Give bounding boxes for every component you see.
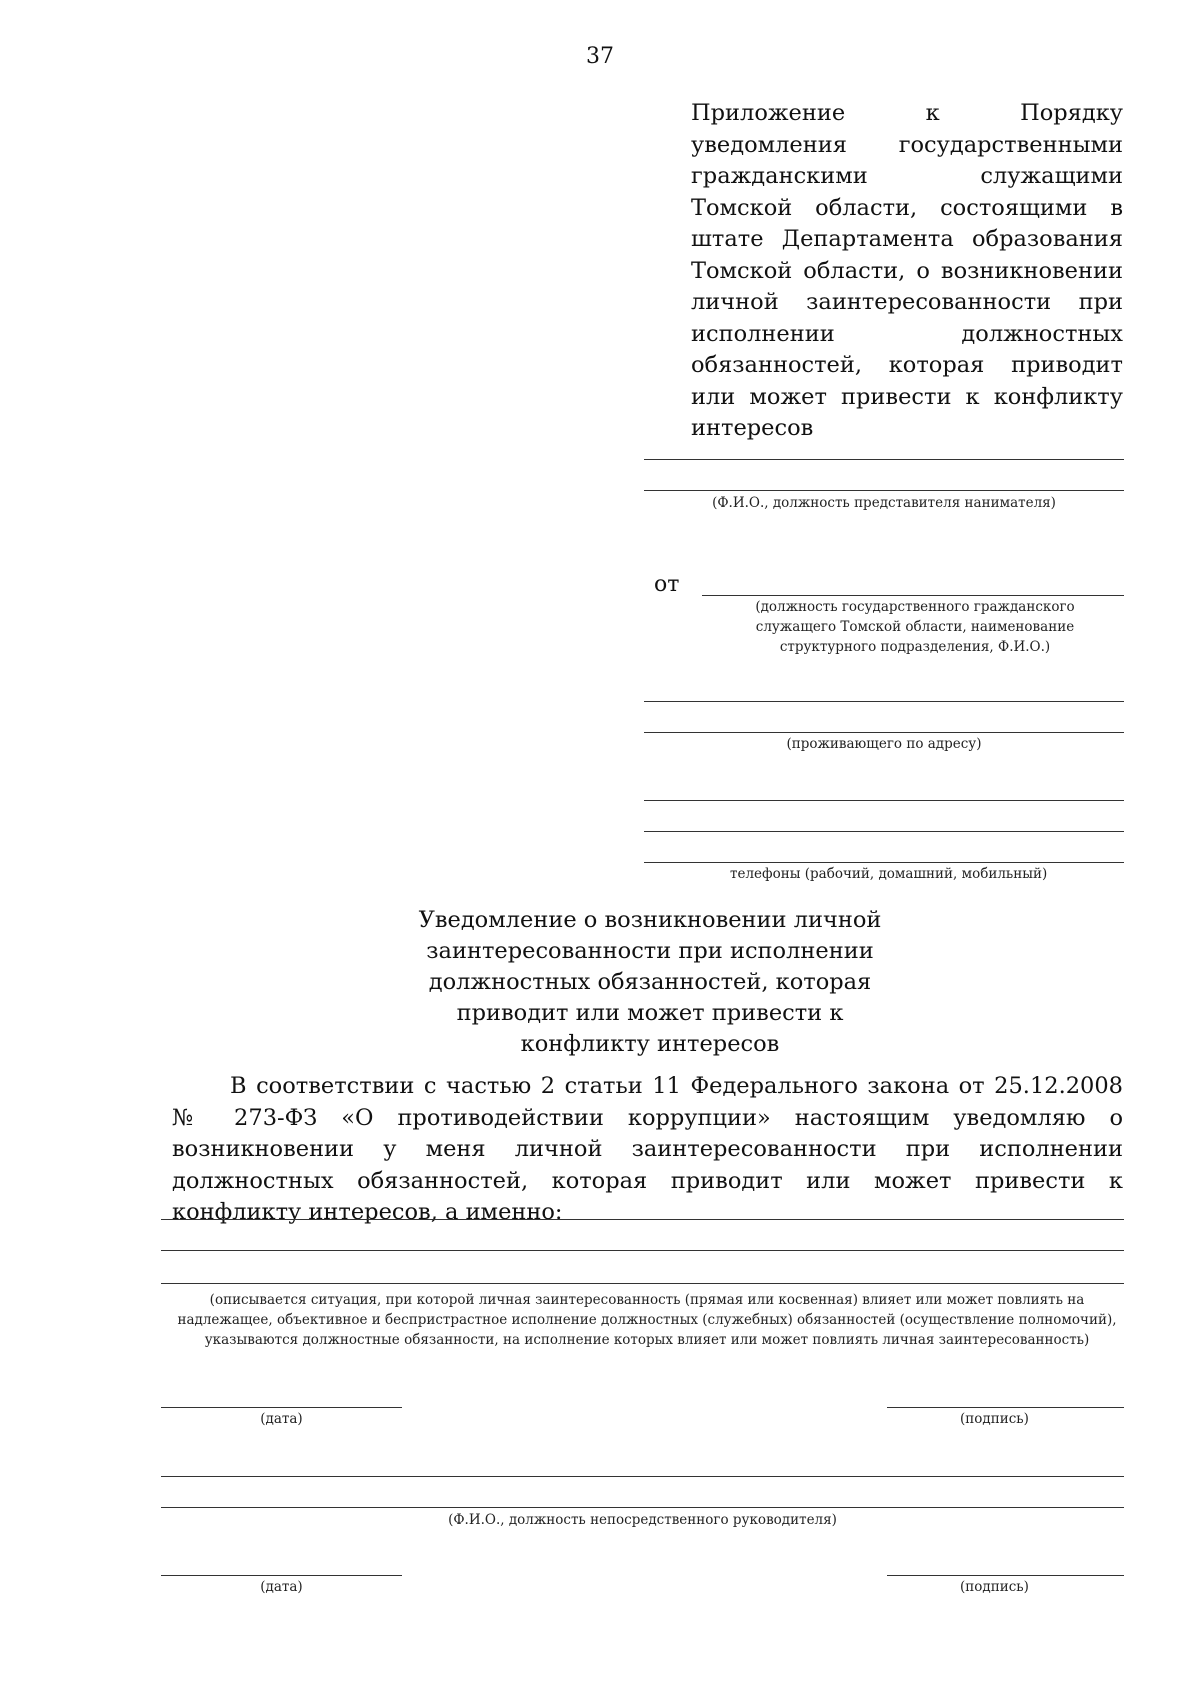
- employer-field-line-2[interactable]: [644, 490, 1124, 491]
- date-field-line-1[interactable]: [161, 1407, 402, 1408]
- signature-caption-1: (подпись): [960, 1411, 1029, 1427]
- situation-caption: (описывается ситуация, при которой личная заинтересованность (прямая или косвенная) влияет или может повлиять на надлежащее, объективное и беспристрастное исполнение должностных (служебных) обязанностей (осуществление полномочий), указываются должностные обязанности, на исполнение которых влияет или может повлиять личная заинтересованность): [177, 1292, 1117, 1348]
- signature-field-line-2[interactable]: [887, 1575, 1124, 1576]
- signature-caption-2: (подпись): [960, 1579, 1029, 1595]
- phones-caption: телефоны (рабочий, домашний, мобильный): [730, 866, 1048, 882]
- phones-field-line-1[interactable]: [644, 800, 1124, 801]
- employer-field-line-1[interactable]: [644, 459, 1124, 460]
- page-number: 37: [586, 44, 614, 69]
- phones-field-line-3[interactable]: [644, 862, 1124, 863]
- situation-field-line-2[interactable]: [161, 1250, 1124, 1251]
- situation-field-line-3[interactable]: [161, 1283, 1124, 1284]
- supervisor-caption: (Ф.И.О., должность непосредственного руководителя): [448, 1512, 837, 1528]
- notice-title: Уведомление о возникновении личной заинтересованности при исполнении должностных обязанностей, которая приводит или может привести к конфликту интересов: [418, 907, 882, 1057]
- date-caption-1: (дата): [260, 1411, 303, 1427]
- notice-body: В соответствии с частью 2 статьи 11 Федерального закона от 25.12.2008 № 273-ФЗ «О противодействии коррупции» настоящим уведомляю о возникновении у меня личной заинтересованности при исполнении должностных обязанностей, которая приводит или может привести к конфликту интересов, а именно:: [172, 1073, 1123, 1225]
- date-caption-2: (дата): [260, 1579, 303, 1595]
- employer-caption: (Ф.И.О., должность представителя нанимателя): [712, 495, 1056, 511]
- address-field-line-1[interactable]: [644, 701, 1124, 702]
- phones-field-line-2[interactable]: [644, 831, 1124, 832]
- address-field-line-2[interactable]: [644, 732, 1124, 733]
- supervisor-field-line-2[interactable]: [161, 1507, 1124, 1508]
- date-field-line-2[interactable]: [161, 1575, 402, 1576]
- supervisor-field-line-1[interactable]: [161, 1476, 1124, 1477]
- employee-caption: (должность государственного гражданского служащего Томской области, наименование структурного подразделения, Ф.И.О.): [755, 599, 1075, 655]
- employee-field-line[interactable]: [702, 595, 1124, 596]
- address-caption: (проживающего по адресу): [786, 736, 982, 752]
- appendix-header: Приложение к Порядку уведомления государственными гражданскими служащими Томской области, состоящими в штате Департамента образования Томской области, о возникновении личной заинтересованности при исполнении должностных обязанностей, которая приводит или может привести к конфликту интересов: [691, 100, 1123, 441]
- from-label: от: [654, 572, 680, 597]
- situation-field-line-1[interactable]: [161, 1219, 1124, 1220]
- signature-field-line-1[interactable]: [887, 1407, 1124, 1408]
